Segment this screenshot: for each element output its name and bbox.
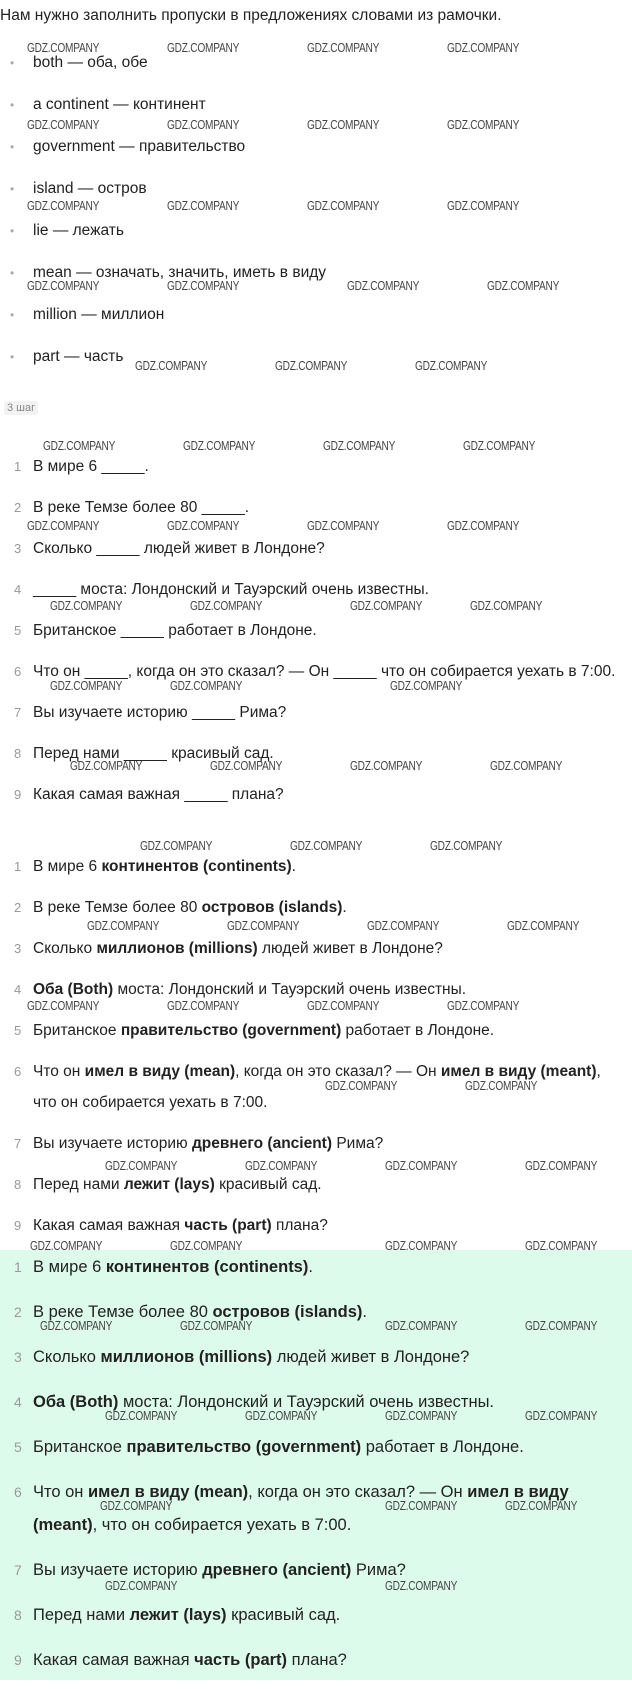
bullet-icon: • xyxy=(10,224,15,238)
watermark: GDZ.COMPANY xyxy=(525,1408,598,1423)
watermark: GDZ.COMPANY xyxy=(507,918,580,933)
watermark: GDZ.COMPANY xyxy=(447,998,520,1013)
watermark: GDZ.COMPANY xyxy=(487,278,560,293)
item-number: 9 xyxy=(14,787,22,802)
answer-word: лежит (lays) xyxy=(129,1606,227,1624)
watermark: GDZ.COMPANY xyxy=(385,1158,458,1173)
sentence-text: В реке Темзе более 80 xyxy=(33,899,202,916)
list-item xyxy=(0,892,632,923)
item-number: 4 xyxy=(14,982,22,997)
list-item xyxy=(0,615,632,646)
sentence-text: В мире 6 xyxy=(33,858,102,875)
watermark: GDZ.COMPANY xyxy=(347,278,420,293)
watermark: GDZ.COMPANY xyxy=(385,1578,458,1593)
vocab-text: part — часть xyxy=(33,348,124,365)
watermark: GDZ.COMPANY xyxy=(470,598,543,613)
sentence-text: людей живет в Лондоне? xyxy=(257,940,443,957)
list-item xyxy=(0,136,326,178)
bullet-icon: • xyxy=(10,266,15,280)
watermark: GDZ.COMPANY xyxy=(245,1408,318,1423)
vocab-text: government — правительство xyxy=(33,138,246,155)
item-number: 9 xyxy=(14,1218,22,1233)
watermark: GDZ.COMPANY xyxy=(385,1408,458,1423)
watermark: GDZ.COMPANY xyxy=(350,598,423,613)
answer-word: миллионов (millions) xyxy=(100,1348,273,1366)
item-number: 9 xyxy=(14,1652,22,1668)
exercise-list xyxy=(0,451,632,820)
watermark: GDZ.COMPANY xyxy=(167,998,240,1013)
list-item xyxy=(0,1056,632,1118)
sentence-text: Сколько _____ людей живет в Лондоне? xyxy=(33,540,325,557)
item-number: 7 xyxy=(14,1136,22,1151)
answer-word: имел в виду (mean) xyxy=(88,1483,249,1501)
watermark: GDZ.COMPANY xyxy=(307,998,380,1013)
list-item xyxy=(0,451,632,482)
watermark: GDZ.COMPANY xyxy=(167,518,240,533)
item-number: 8 xyxy=(14,746,22,761)
sentence-text: В мире 6 _____. xyxy=(33,458,149,475)
answer-word: континентов (continents) xyxy=(105,1258,309,1276)
watermark: GDZ.COMPANY xyxy=(323,438,396,453)
sentence-text: . xyxy=(342,899,347,916)
sentence-text: Британское _____ работает в Лондоне. xyxy=(33,622,317,639)
bullet-icon: • xyxy=(10,182,15,196)
item-number: 8 xyxy=(14,1607,22,1623)
watermark: GDZ.COMPANY xyxy=(43,438,116,453)
list-item xyxy=(0,220,326,262)
answer-word: Оба (Both) xyxy=(33,1393,119,1411)
step-badge: 3 шаг xyxy=(4,401,38,415)
watermark: GDZ.COMPANY xyxy=(430,838,503,853)
sentence-text: красивый сад. xyxy=(226,1606,341,1624)
watermark: GDZ.COMPANY xyxy=(210,758,283,773)
list-item xyxy=(0,492,632,523)
answer-word: Оба (Both) xyxy=(33,981,114,998)
sentence-text: . xyxy=(291,858,296,875)
watermark: GDZ.COMPANY xyxy=(350,758,423,773)
intro-text: Нам нужно заполнить пропуски в предложениях словами из рамочки. xyxy=(0,7,502,24)
watermark: GDZ.COMPANY xyxy=(105,1408,178,1423)
watermark: GDZ.COMPANY xyxy=(40,1318,113,1333)
item-number: 2 xyxy=(14,1304,22,1320)
answer-word: имел в виду (meant) xyxy=(33,1483,569,1534)
watermark: GDZ.COMPANY xyxy=(140,838,213,853)
watermark: GDZ.COMPANY xyxy=(170,1238,243,1253)
item-number: 4 xyxy=(14,1394,22,1410)
sentence-text: Вы изучаете историю xyxy=(33,1561,203,1579)
watermark: GDZ.COMPANY xyxy=(27,278,100,293)
list-item xyxy=(0,1386,632,1419)
watermark: GDZ.COMPANY xyxy=(227,918,300,933)
watermark: GDZ.COMPANY xyxy=(105,1158,178,1173)
watermark: GDZ.COMPANY xyxy=(307,117,380,132)
vocab-text: million — миллион xyxy=(33,306,165,323)
watermark: GDZ.COMPANY xyxy=(100,1498,173,1513)
watermark: GDZ.COMPANY xyxy=(27,998,100,1013)
watermark: GDZ.COMPANY xyxy=(447,198,520,213)
watermark: GDZ.COMPANY xyxy=(447,40,520,55)
watermark: GDZ.COMPANY xyxy=(27,518,100,533)
watermark: GDZ.COMPANY xyxy=(290,838,363,853)
watermark: GDZ.COMPANY xyxy=(447,518,520,533)
sentence-text: , что он собирается уехать в 7:00. xyxy=(33,1063,601,1111)
vocab-text: both — оба, обе xyxy=(33,54,148,71)
sentence-text: Какая самая важная _____ плана? xyxy=(33,786,284,803)
watermark: GDZ.COMPANY xyxy=(367,918,440,933)
sentence-text: моста: Лондонский и Тауэрский очень известны. xyxy=(113,981,467,998)
watermark: GDZ.COMPANY xyxy=(167,117,240,132)
sentence-text: работает в Лондоне. xyxy=(341,1022,495,1039)
answer-word: правительство (government) xyxy=(120,1022,342,1039)
list-item xyxy=(0,1599,632,1632)
item-number: 5 xyxy=(14,623,22,638)
watermark: GDZ.COMPANY xyxy=(167,40,240,55)
list-item xyxy=(0,304,326,346)
watermark: GDZ.COMPANY xyxy=(27,198,100,213)
watermark: GDZ.COMPANY xyxy=(183,438,256,453)
sentence-text: Рима? xyxy=(332,1135,384,1152)
sentence-text: В мире 6 xyxy=(33,1258,106,1276)
sentence-text: Что он _____, когда он это сказал? — Он _____ что он собирается уехать в 7:00. xyxy=(33,663,616,680)
watermark: GDZ.COMPANY xyxy=(167,198,240,213)
list-item xyxy=(0,52,326,94)
sentence-text: Какая самая важная xyxy=(33,1651,195,1669)
list-item xyxy=(0,779,632,810)
watermark: GDZ.COMPANY xyxy=(70,758,143,773)
sentence-text: В реке Темзе более 80 _____. xyxy=(33,499,250,516)
watermark: GDZ.COMPANY xyxy=(27,117,100,132)
watermark: GDZ.COMPANY xyxy=(463,438,536,453)
sentence-text: плана? xyxy=(287,1651,347,1669)
watermark: GDZ.COMPANY xyxy=(465,1078,538,1093)
answers-list-highlighted xyxy=(0,1251,632,1689)
answer-word: островов (islands) xyxy=(201,899,343,916)
list-item xyxy=(0,1296,632,1329)
item-number: 1 xyxy=(14,459,22,474)
list-item xyxy=(0,1169,632,1200)
sentence-text: Сколько xyxy=(33,1348,101,1366)
answer-word: континентов (continents) xyxy=(101,858,292,875)
watermark: GDZ.COMPANY xyxy=(275,358,348,373)
item-number: 1 xyxy=(14,859,22,874)
list-item xyxy=(0,1476,632,1542)
answer-word: древнего (ancient) xyxy=(202,1561,352,1579)
watermark: GDZ.COMPANY xyxy=(385,1238,458,1253)
watermark: GDZ.COMPANY xyxy=(30,1238,103,1253)
list-item xyxy=(0,346,326,388)
list-item xyxy=(0,1554,632,1587)
item-number: 8 xyxy=(14,1177,22,1192)
answer-word: часть (part) xyxy=(194,1651,288,1669)
answer-word: лежит (lays) xyxy=(123,1176,215,1193)
sentence-text: красивый сад. xyxy=(214,1176,322,1193)
vocab-text: island — остров xyxy=(33,180,147,197)
answer-word: древнего (ancient) xyxy=(191,1135,333,1152)
watermark: GDZ.COMPANY xyxy=(27,40,100,55)
watermark: GDZ.COMPANY xyxy=(245,1158,318,1173)
watermark: GDZ.COMPANY xyxy=(307,198,380,213)
watermark: GDZ.COMPANY xyxy=(390,678,463,693)
watermark: GDZ.COMPANY xyxy=(307,40,380,55)
watermark: GDZ.COMPANY xyxy=(307,518,380,533)
item-number: 5 xyxy=(14,1439,22,1455)
list-item xyxy=(0,851,632,882)
watermark: GDZ.COMPANY xyxy=(50,678,123,693)
list-item xyxy=(0,738,632,769)
watermark: GDZ.COMPANY xyxy=(385,1498,458,1513)
sentence-text: Перед нами xyxy=(33,1606,130,1624)
bullet-icon: • xyxy=(10,350,15,364)
list-item xyxy=(0,1128,632,1159)
watermark: GDZ.COMPANY xyxy=(490,758,563,773)
watermark: GDZ.COMPANY xyxy=(135,358,208,373)
item-number: 3 xyxy=(14,541,22,556)
sentence-text: Британское xyxy=(33,1438,127,1456)
list-item xyxy=(0,697,632,728)
answer-word: имел в виду (meant) xyxy=(440,1063,597,1080)
sentence-text: моста: Лондонский и Тауэрский очень известны. xyxy=(118,1393,495,1411)
answer-word: миллионов (millions) xyxy=(96,940,258,957)
vocabulary-list xyxy=(0,52,326,388)
list-item xyxy=(0,574,632,605)
item-number: 2 xyxy=(14,500,22,515)
item-number: 3 xyxy=(14,941,22,956)
list-item xyxy=(0,1341,632,1374)
sentence-text: , что он собирается уехать в 7:00. xyxy=(92,1516,352,1534)
bullet-icon: • xyxy=(10,308,15,322)
sentence-text: Рима? xyxy=(351,1561,406,1579)
watermark: GDZ.COMPANY xyxy=(180,1318,253,1333)
vocab-text: a continent — континент xyxy=(33,96,206,113)
bullet-icon: • xyxy=(10,98,15,112)
watermark: GDZ.COMPANY xyxy=(505,1498,578,1513)
list-item xyxy=(0,533,632,564)
sentence-text: _____ моста: Лондонский и Тауэрский очень известны. xyxy=(33,581,429,598)
watermark: GDZ.COMPANY xyxy=(105,1578,178,1593)
watermark: GDZ.COMPANY xyxy=(385,1318,458,1333)
sentence-text: . xyxy=(362,1303,367,1321)
item-number: 7 xyxy=(14,705,22,720)
bullet-icon: • xyxy=(10,56,15,70)
answer-word: правительство (government) xyxy=(126,1438,362,1456)
list-item xyxy=(0,1251,632,1284)
list-item xyxy=(0,262,326,304)
item-number: 1 xyxy=(14,1259,22,1275)
sentence-text: В реке Темзе более 80 xyxy=(33,1303,213,1321)
watermark: GDZ.COMPANY xyxy=(415,358,488,373)
vocab-text: mean — означать, значить, иметь в виду xyxy=(33,264,327,281)
watermark: GDZ.COMPANY xyxy=(87,918,160,933)
bullet-icon: • xyxy=(10,140,15,154)
sentence-text: Вы изучаете историю _____ Рима? xyxy=(33,704,287,721)
answer-word: островов (islands) xyxy=(212,1303,363,1321)
watermark: GDZ.COMPANY xyxy=(190,598,263,613)
sentence-text: Вы изучаете историю xyxy=(33,1135,192,1152)
watermark: GDZ.COMPANY xyxy=(447,117,520,132)
sentence-text: Какая самая важная xyxy=(33,1217,185,1234)
item-number: 6 xyxy=(14,1064,22,1079)
watermark: GDZ.COMPANY xyxy=(525,1318,598,1333)
sentence-text: Перед нами xyxy=(33,1176,124,1193)
watermark: GDZ.COMPANY xyxy=(170,678,243,693)
sentence-text: . xyxy=(308,1258,313,1276)
item-number: 7 xyxy=(14,1562,22,1578)
item-number: 5 xyxy=(14,1023,22,1038)
sentence-text: Перед нами _____ красивый сад. xyxy=(33,745,274,762)
vocab-text: lie — лежать xyxy=(33,222,124,239)
item-number: 2 xyxy=(14,900,22,915)
item-number: 6 xyxy=(14,1484,22,1500)
sentence-text: Что он xyxy=(33,1483,89,1501)
list-item xyxy=(0,1644,632,1677)
sentence-text: Что он xyxy=(33,1063,85,1080)
list-item xyxy=(0,94,326,136)
watermark: GDZ.COMPANY xyxy=(167,278,240,293)
sentence-text: людей живет в Лондоне? xyxy=(272,1348,470,1366)
answer-word: имел в виду (mean) xyxy=(84,1063,236,1080)
list-item xyxy=(0,1015,632,1046)
watermark: GDZ.COMPANY xyxy=(525,1238,598,1253)
list-item xyxy=(0,1210,632,1241)
sentence-text: работает в Лондоне. xyxy=(361,1438,524,1456)
item-number: 3 xyxy=(14,1349,22,1365)
answers-list xyxy=(0,851,632,1251)
sentence-text: плана? xyxy=(271,1217,328,1234)
list-item xyxy=(0,933,632,964)
list-item xyxy=(0,1431,632,1464)
item-number: 6 xyxy=(14,664,22,679)
answer-word: часть (part) xyxy=(184,1217,272,1234)
list-item xyxy=(0,178,326,220)
watermark: GDZ.COMPANY xyxy=(50,598,123,613)
sentence-text: , когда он это сказал? — Он xyxy=(235,1063,441,1080)
list-item xyxy=(0,656,632,687)
sentence-text: Сколько xyxy=(33,940,97,957)
item-number: 4 xyxy=(14,582,22,597)
list-item xyxy=(0,974,632,1005)
watermark: GDZ.COMPANY xyxy=(525,1158,598,1173)
sentence-text: Британское xyxy=(33,1022,121,1039)
watermark: GDZ.COMPANY xyxy=(325,1078,398,1093)
sentence-text: , когда он это сказал? — Он xyxy=(248,1483,468,1501)
